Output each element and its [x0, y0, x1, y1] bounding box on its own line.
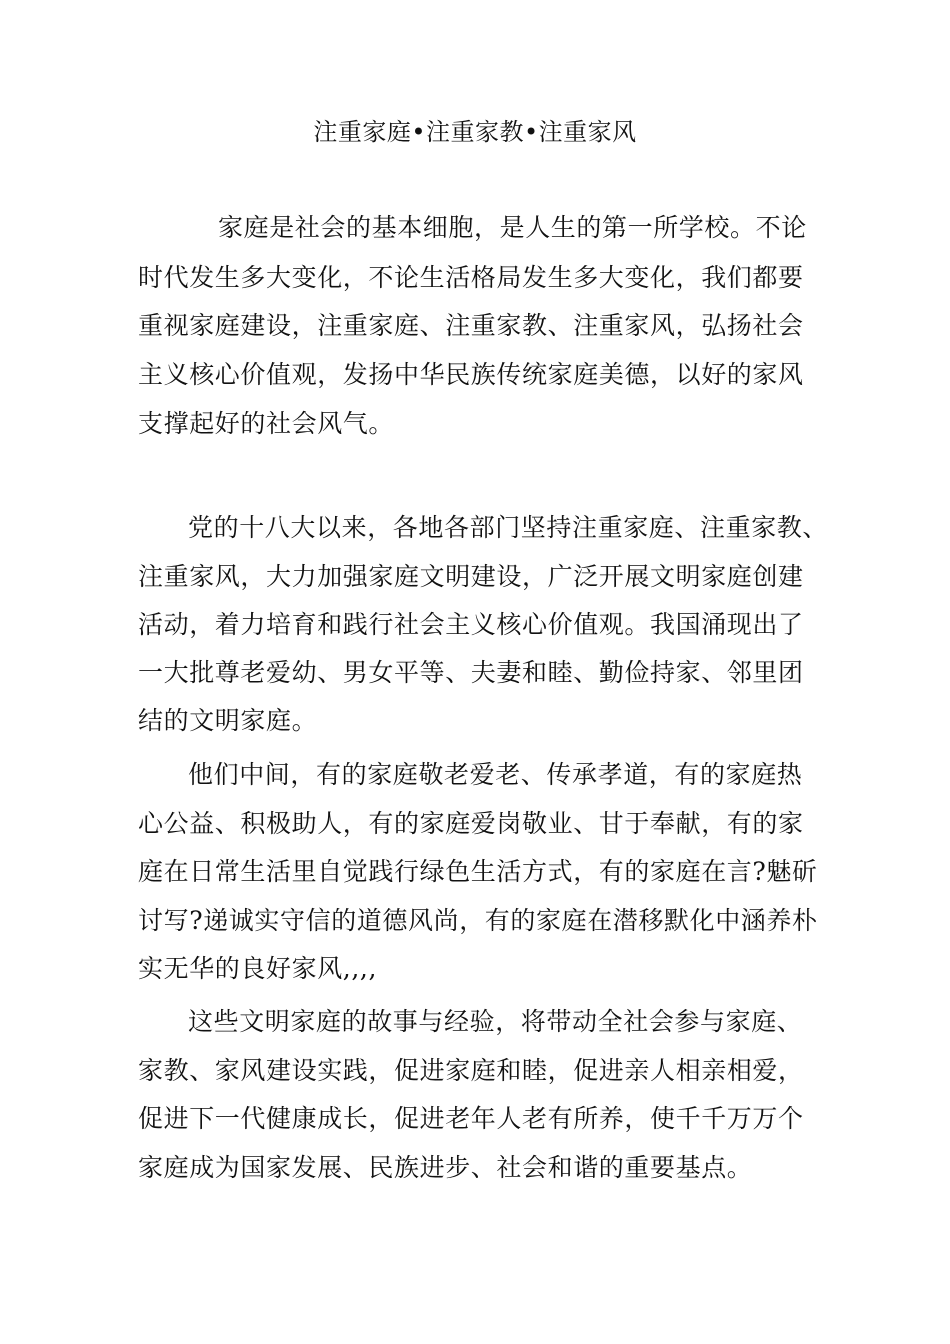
paragraph-3-line-2: 心公益、积极助人，有的家庭爱岗敬业、甘于奉献，有的家: [138, 809, 804, 838]
paragraph-4-line-2: 家教、家风建设实践，促进家庭和睦，促进亲人相亲相爱，: [138, 1056, 804, 1085]
paragraph-4-line-4: 家庭成为国家发展、民族进步、社会和谐的重要基点。: [138, 1153, 753, 1182]
paragraph-1-line-2: 时代发生多大变化，不论生活格局发生多大变化，我们都要: [138, 263, 804, 292]
paragraph-1-line-1: 家庭是社会的基本细胞，是人生的第一所学校。不论: [218, 213, 807, 242]
paragraph-1-line-3: 重视家庭建设，注重家庭、注重家教、注重家风，弘扬社会: [138, 311, 804, 340]
paragraph-2-line-5: 结的文明家庭。: [138, 706, 318, 735]
paragraph-3-line-3: 庭在日常生活里自觉践行绿色生活方式，有的家庭在言?魅斫: [138, 857, 818, 886]
paragraph-3-line-1: 他们中间，有的家庭敬老爱老、传承孝道，有的家庭热: [188, 760, 803, 789]
paragraph-2-line-4: 一大批尊老爱幼、男女平等、夫妻和睦、勤俭持家、邻里团: [138, 658, 804, 687]
paragraph-3-line-4: 讨写?递诚实守信的道德风尚，有的家庭在潜移默化中涵养朴: [138, 906, 818, 935]
paragraph-4-line-3: 促进下一代健康成长，促进老年人老有所养，使千千万万个: [138, 1104, 804, 1133]
paragraph-2-line-1: 党的十八大以来，各地各部门坚持注重家庭、注重家教、: [188, 513, 829, 542]
paragraph-1-line-4: 主义核心价值观，发扬中华民族传统家庭美德，以好的家风: [138, 360, 804, 389]
paragraph-4-line-1: 这些文明家庭的故事与经验，将带动全社会参与家庭、: [188, 1007, 803, 1036]
paragraph-1-line-5: 支撑起好的社会风气。: [138, 409, 395, 438]
paragraph-2-line-2: 注重家风，大力加强家庭文明建设，广泛开展文明家庭创建: [138, 562, 804, 591]
paragraph-3-line-5: 实无华的良好家风,,,,: [138, 954, 377, 983]
document-title: 注重家庭•注重家教•注重家风: [313, 118, 637, 146]
paragraph-2-line-3: 活动，着力培育和践行社会主义核心价值观。我国涌现出了: [138, 610, 804, 639]
